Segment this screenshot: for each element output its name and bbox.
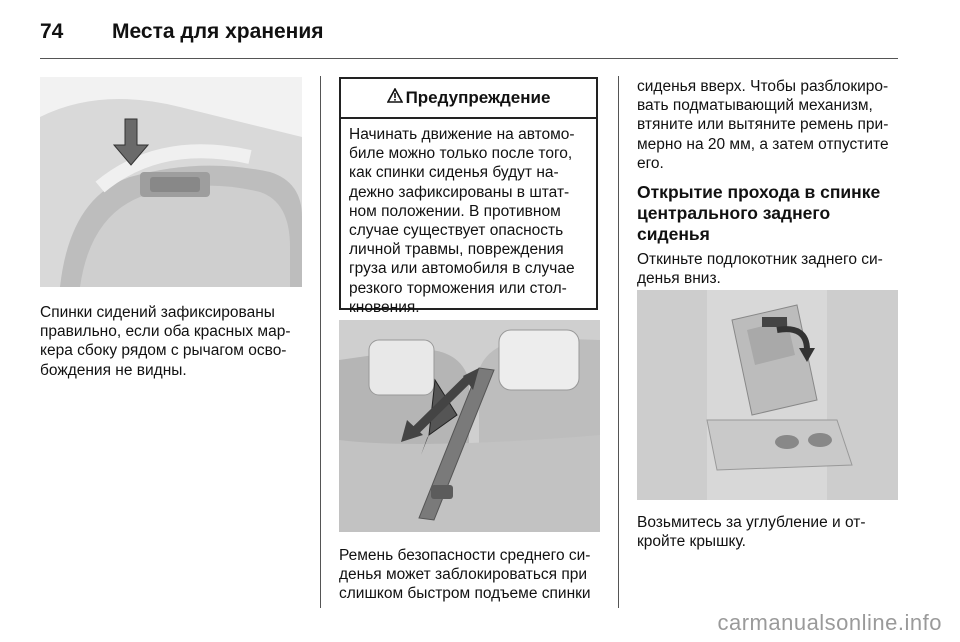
- warning-box: [339, 77, 598, 316]
- armrest-figure: [637, 290, 898, 500]
- page-title: Места для хранения: [112, 20, 324, 43]
- seat-belt-figure: [339, 320, 600, 532]
- belt-unlock-text: сиденья вверх. Чтобы разблокиро-вать подматывающий механизм, втяните или вытяните ремень при-мерно на 20 мм, а затем отпустите его.: [637, 78, 889, 172]
- armrest-caption: Возьмитесь за углубление и от-кройте крышку.: [637, 514, 866, 551]
- warning-triangle-icon: [387, 88, 403, 108]
- section-heading: Открытие прохода в спинке центрального заднего сиденья: [637, 182, 881, 244]
- seat-belt-caption: Ремень безопасности среднего си-денья может заблокироваться при слишком быстром подъеме спинки: [339, 547, 591, 603]
- seat-lock-caption: Спинки сидений зафиксированы правильно, если оба красных мар-кера сбоку рядом с рычагом осво-бождения не видны.: [40, 304, 291, 379]
- warning-title: Предупреждение: [405, 88, 551, 107]
- seat-belt-illustration: [339, 320, 600, 532]
- armrest-instruction: Откиньте подлокотник заднего си-денья вниз.: [637, 251, 883, 288]
- warning-text: Начинать движение на автомо-биле можно только после того, как спинки сиденья будут на-дежно зафиксированы в штат-ном положении. В противном случае существует опасность личной травмы, повреждения груза или автомобиля в случае резкого торможения или стол-кновения.: [349, 126, 575, 316]
- header-divider: [40, 58, 898, 59]
- seat-lock-illustration: [40, 77, 302, 287]
- column-divider-1: [320, 76, 321, 608]
- column-divider-2: [618, 76, 619, 608]
- warning-header: [341, 79, 596, 119]
- armrest-illustration: [637, 290, 898, 500]
- page-header: [0, 0, 960, 62]
- page-number: 74: [40, 20, 64, 43]
- watermark: carmanualsonline.info: [717, 610, 942, 635]
- seat-lock-figure: [40, 77, 302, 287]
